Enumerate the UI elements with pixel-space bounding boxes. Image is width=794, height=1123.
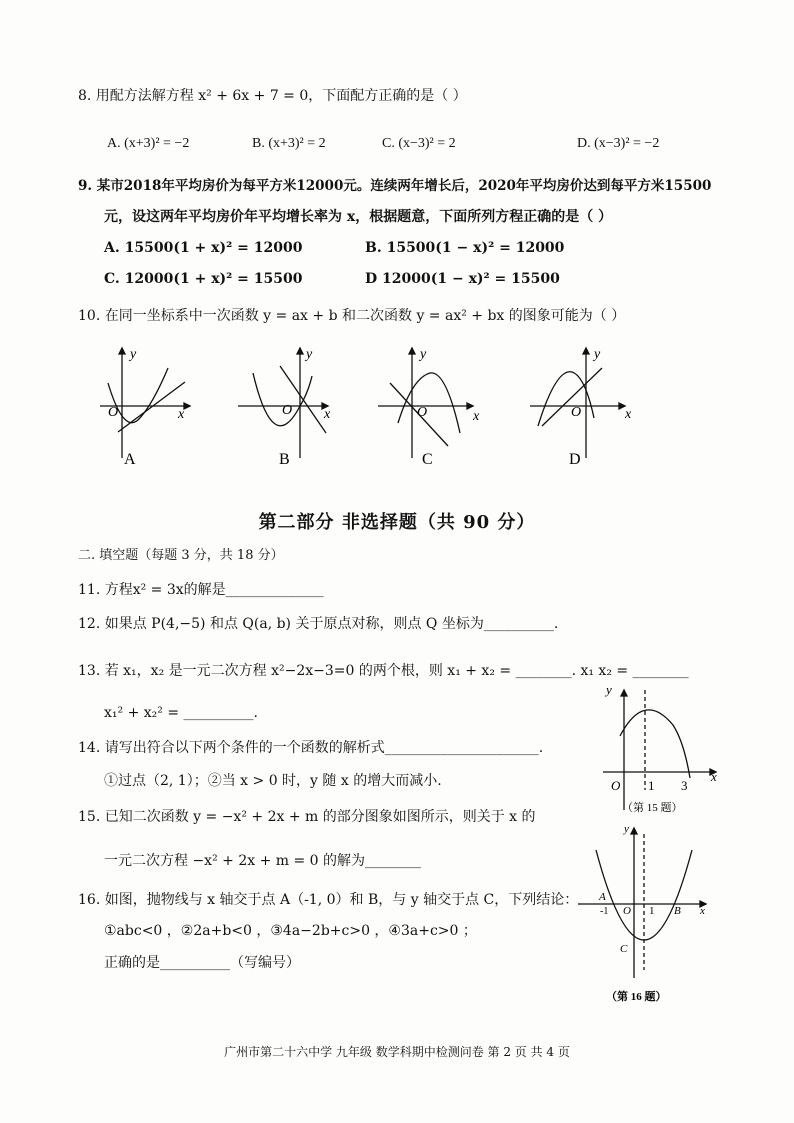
q15-line2: 一元二次方程 −x² + 2x + m = 0 的解为________ [104,853,422,869]
q15-line1: 15. 已知二次函数 y = −x² + 2x + m 的部分图象如图所示，则关于 x 的 [78,809,536,825]
q16-tick-neg1: -1 [600,906,609,917]
q9-option-b: B. 15500(1 − x)² = 12000 [365,240,565,256]
q12: 12. 如果点 P(4,−5) 和点 Q(a, b) 关于原点对称，则点 Q 坐标为__________. [78,616,559,632]
q10-d-y-label: y [594,347,601,362]
q10-b-y-label: y [306,347,313,362]
q10-label-b: B [279,451,290,468]
q8-stem: 8. 用配方法解方程 x² + 6x + 7 = 0，下面配方正确的是（ ） [78,88,467,104]
q15-tick-3: 3 [681,778,688,793]
q14-line1: 14. 请写出符合以下两个条件的一个函数的解析式______________________. [78,740,544,756]
q8-option-b: B. (x+3)² = 2 [252,136,326,151]
q16-origin: O [623,905,631,917]
q10-b-origin: O [282,403,293,418]
q10-a-y-label: y [130,347,137,362]
q10-label-d: D [569,451,581,468]
q10-c-origin: O [417,405,428,420]
part2-heading: 第二部分 非选择题（共 90 分） [258,512,536,533]
q10-stem: 10. 在同一坐标系中一次函数 y = ax + b 和二次函数 y = ax² + bx 的图象可能为（ ） [78,308,626,324]
q13-line1: 13. 若 x₁，x₂ 是一元二次方程 x²−2x−3=0 的两个根，则 x₁ + x₂ = ________. x₁ x₂ = ________ [78,663,689,679]
q10-c-x-label: x [473,409,480,424]
q8-option-c: C. (x−3)² = 2 [382,136,456,151]
q16-y-label: y [624,823,629,835]
q16-point-c: C [620,943,628,955]
y-arrow [119,348,125,354]
q9-stem-line1: 9. 某市2018年平均房价为每平方米12000元。连续两年增长后，2020年平均房价达到每平方米15500 [78,178,712,194]
q9-option-c: C. 12000(1 + x)² = 15500 [104,271,303,287]
q16-line1: 16. 如图，抛物线与 x 轴交于点 A（-1, 0）和 B，与 y 轴交于点 C，下列结论： [78,892,579,908]
x-arrow [184,403,190,409]
q10-b-x-label: x [324,407,331,422]
q15-y-label: y [606,682,612,697]
q16-line2: ①abc<0 ，②2a+b<0 ，③4a−2b+c>0 ，④3a+c>0 ； [104,923,477,939]
q10-d-x-label: x [625,407,632,422]
q15-caption: （第 15 题） [622,802,683,814]
q16-point-a: A [599,891,606,903]
q9-stem-line2: 元，设这两年平均房价年平均增长率为 x，根据题意，下面所列方程正确的是（ ） [104,209,613,225]
q10-graph-d [530,348,625,458]
q10-graph-c [378,348,473,458]
page-footer: 广州市第二十六中学 九年级 数学科期中检测问卷 第 2 页 共 4 页 [224,1045,570,1059]
q16-line3: 正确的是__________（写编号） [104,955,300,971]
q8-option-d: D. (x−3)² = −2 [577,136,660,151]
section-heading: 二. 填空题（每题 3 分，共 18 分） [78,548,284,563]
q10-c-y-label: y [420,347,427,362]
q10-graphs [90,338,700,468]
q13-line2: x₁² + x₂² = __________. [104,705,258,721]
q15-origin: O [611,778,621,793]
q9-option-a: A. 15500(1 + x)² = 12000 [104,240,303,256]
q10-label-a: A [124,451,136,468]
q15-tick-1: 1 [648,778,655,793]
q8-option-a: A. (x+3)² = −2 [107,136,190,151]
q16-tick-1: 1 [649,905,655,917]
q10-label-c: C [422,451,433,468]
q16-point-b: B [674,905,681,917]
q15-figure [598,680,728,820]
q10-a-x-label: x [178,407,185,422]
q10-a-origin: O [108,405,119,420]
q10-d-origin: O [571,405,582,420]
q16-figure [574,820,724,1010]
q15-x-label: x [711,769,717,784]
q16-x-label: x [700,905,705,917]
q14-line2: ①过点（2, 1）；②当 x > 0 时，y 随 x 的增大而减小. [104,773,442,789]
q9-option-d: D 12000(1 − x)² = 15500 [365,271,560,287]
q11: 11. 方程x² = 3x的解是______________ [78,582,324,598]
q16-caption: （第 16 题） [606,991,667,1003]
q10-graph-a [100,348,190,458]
line [118,382,185,432]
